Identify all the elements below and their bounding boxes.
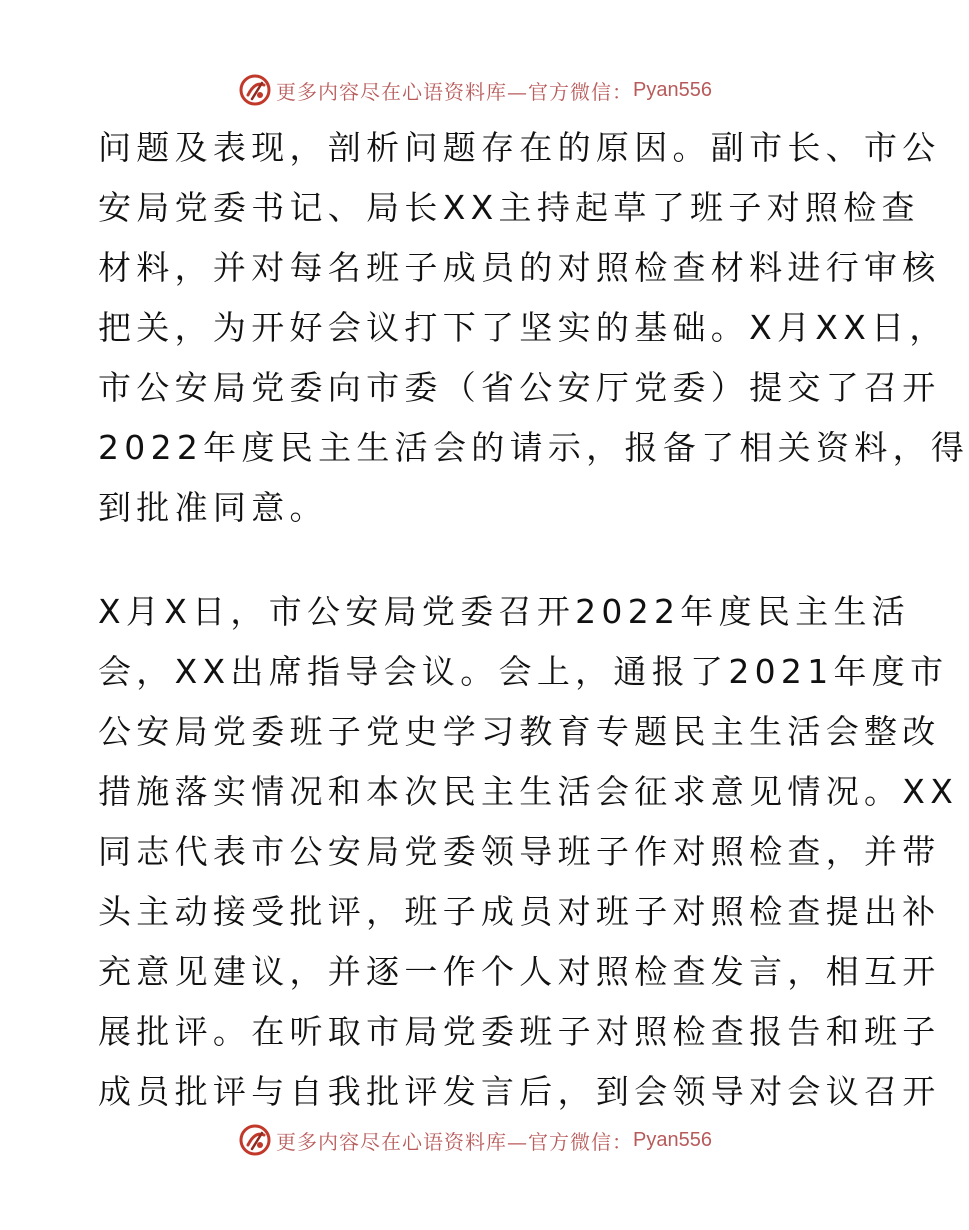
text-line: 把关，为开好会议打下了坚实的基础。X月XX日，: [98, 308, 948, 347]
text-line: 2022年度民主生活会的请示，报备了相关资料，得: [98, 428, 969, 467]
header-watermark: [0, 70, 950, 110]
watermark-logo-icon: [238, 73, 272, 107]
text-line: 措施落实情况和本次民主生活会征求意见情况。XX: [98, 772, 959, 811]
text-line: 同志代表市公安局党委领导班子作对照检查，并带: [98, 832, 941, 871]
watermark-text: 更多内容尽在心语资料库—官方微信：: [276, 79, 634, 104]
text-line: 材料，并对每名班子成员的对照检查材料进行审核: [98, 248, 941, 287]
text-line: 到批准同意。: [98, 488, 328, 527]
watermark-logo-icon: [238, 1123, 272, 1157]
text-line: X月X日，市公安局党委召开2022年度民主生活: [98, 592, 911, 631]
watermark-account: Pyan556: [633, 78, 712, 101]
paragraph-2: [98, 582, 959, 1122]
paragraph-spacer: [98, 538, 858, 582]
text-line: 公安局党委班子党史学习教育专题民主生活会整改: [98, 712, 941, 751]
text-line: 问题及表现，剖析问题存在的原因。副市长、市公: [98, 128, 941, 167]
watermark-account: Pyan556: [633, 1128, 712, 1151]
text-line: 安局党委书记、局长XX主持起草了班子对照检查: [98, 188, 920, 227]
text-line: 头主动接受批评，班子成员对班子对照检查提出补: [98, 892, 941, 931]
text-line: 充意见建议，并逐一作个人对照检查发言，相互开: [98, 952, 941, 991]
text-line: 会，XX出席指导会议。会上，通报了2021年度市: [98, 652, 949, 691]
paragraph-1: [98, 118, 969, 538]
text-line: 市公安局党委向市委（省公安厅党委）提交了召开: [98, 368, 941, 407]
document-body: [98, 118, 969, 1122]
watermark-text: 更多内容尽在心语资料库—官方微信：: [276, 1129, 634, 1154]
text-line: 展批评。在听取市局党委班子对照检查报告和班子: [98, 1012, 941, 1051]
footer-watermark: [0, 1120, 950, 1160]
text-line: 成员批评与自我批评发言后，到会领导对会议召开: [98, 1072, 941, 1111]
